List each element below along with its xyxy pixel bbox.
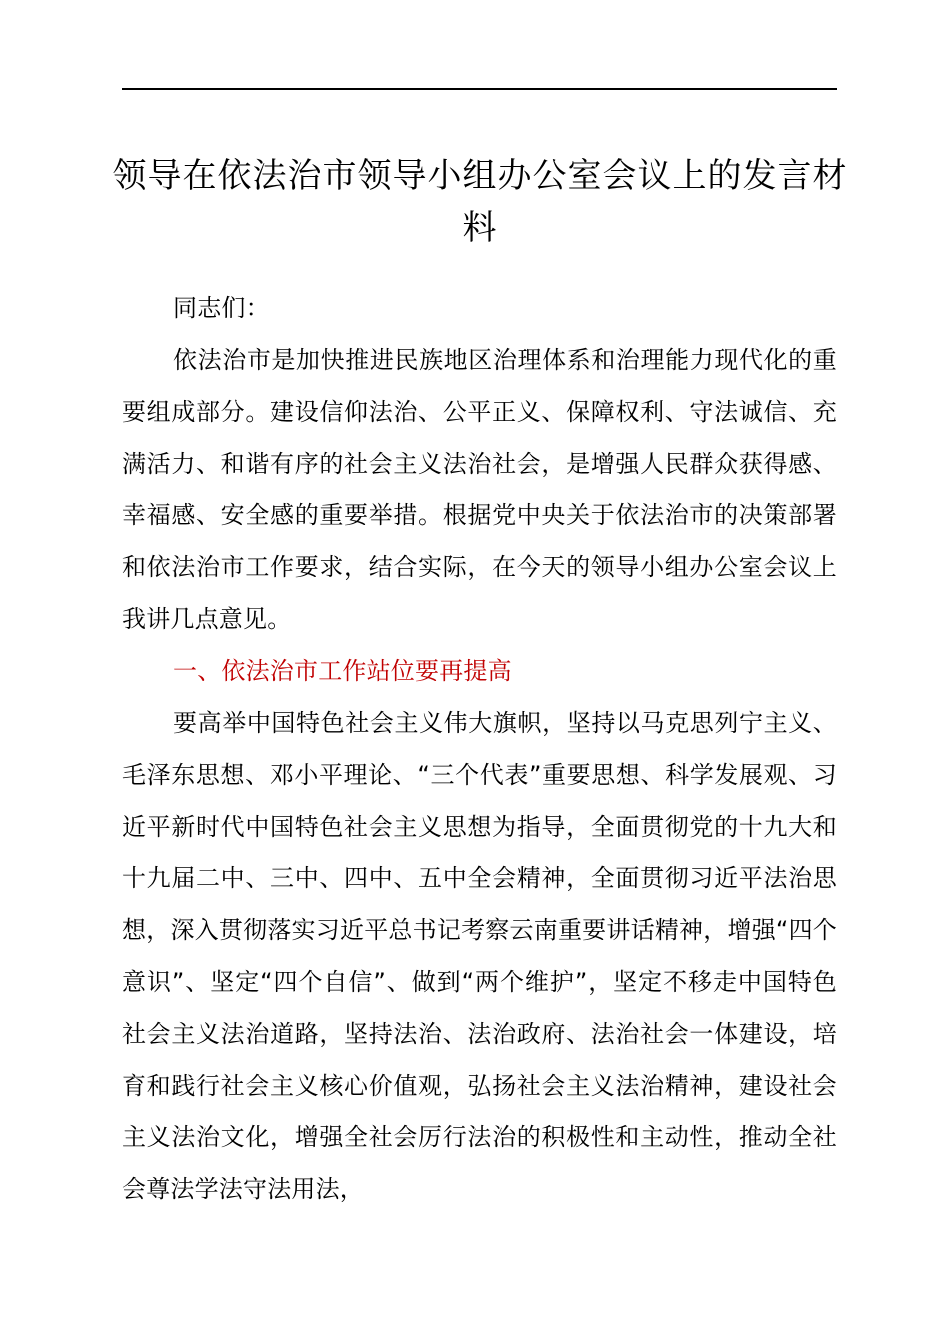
section-1-paragraph: 要高举中国特色社会主义伟大旗帜，坚持以马克思列宁主义、毛泽东思想、邓小平理论、“三个代表”重要思想、科学发展观、习近平新时代中国特色社会主义思想为指导，全面贯彻党的十九大和十九届二中、三中、四中、五中全会精神，全面贯彻习近平法治思想，深入贯彻落实习近平总书记考察云南重要讲话精神，增强“四个意识”、坚定“四个自信”、做到“两个维护”，坚定不移走中国特色社会主义法治道路，坚持法治、法治政府、法治社会一体建设，培育和践行社会主义核心价值观，弘扬社会主义法治精神，建设社会主义法治文化，增强全社会厉行法治的积极性和主动性，推动全社会尊法学法守法用法， (122, 709, 837, 1204)
header-rule (122, 88, 837, 90)
intro-paragraph: 依法治市是加快推进民族地区治理体系和治理能力现代化的重要组成部分。建设信仰法治、公平正义、保障权利、守法诚信、充满活力、和谐有序的社会主义法治社会，是增强人民群众获得感、幸福感、安全感的重要举措。根据党中央关于依法治市的决策部署和依法治市工作要求，结合实际，在今天的领导小组办公室会议上我讲几点意见。 (122, 346, 837, 633)
salutation: 同志们： (173, 294, 270, 322)
section-heading-1: 一、依法治市工作站位要再提高 (173, 657, 512, 685)
document-title: 领导在依法治市领导小组办公室会议上的发言材料 (112, 156, 848, 248)
